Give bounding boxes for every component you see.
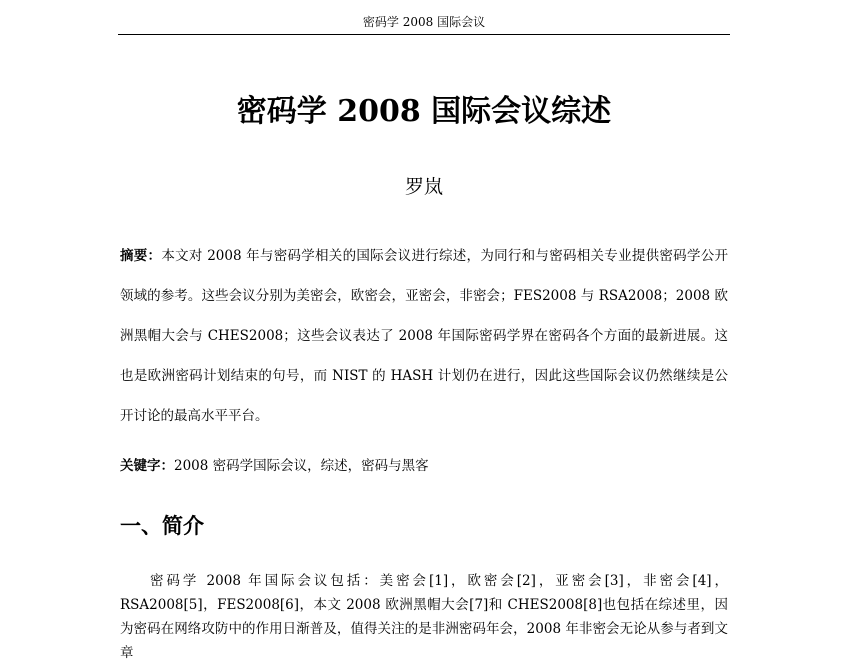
intro-paragraph: 密码学 2008 年国际会议包括：美密会[1]，欧密会[2]，亚密会[3]，非密会[4]，RSA2008[5]，FES2008[6]，本文 2008 欧洲黑帽大会[7]和 CHES2008[8]也包括在综述里，因为密码在网络攻防中的作用日渐普及，值得关注的是非洲密码年会，2008 年非密会无论从参与者到文章 bbox=[120, 573, 728, 661]
running-header: 密码学 2008 国际会议 bbox=[362, 15, 486, 29]
abstract-paragraph bbox=[120, 236, 728, 436]
abstract-label: 摘要： bbox=[120, 248, 162, 264]
abstract-text: 本文对 2008 年与密码学相关的国际会议进行综述，为同行和与密码相关专业提供密码学公开领域的参考。这些会议分别为美密会，欧密会，亚密会，非密会；FES2008 与 RSA2008；2008 欧洲黑帽大会与 CHES2008；这些会议表达了 2008 年国际密码学界在密码各个方面的最新进展。这也是欧洲密码计划结束的句号，而 NIST 的 HASH 计划仍在进行，因此这些国际会议仍然继续是公开讨论的最高水平平台。 bbox=[120, 248, 728, 424]
keywords-paragraph bbox=[120, 454, 728, 478]
section-heading: 一、简介 bbox=[120, 514, 204, 538]
author-name: 罗岚 bbox=[404, 176, 443, 198]
keywords-label: 关键字： bbox=[120, 458, 174, 474]
header-rule bbox=[118, 34, 730, 35]
keywords-text: 2008 密码学国际会议，综述，密码与黑客 bbox=[174, 458, 429, 474]
paper-title: 密码学 2008 国际会议综述 bbox=[236, 94, 612, 129]
